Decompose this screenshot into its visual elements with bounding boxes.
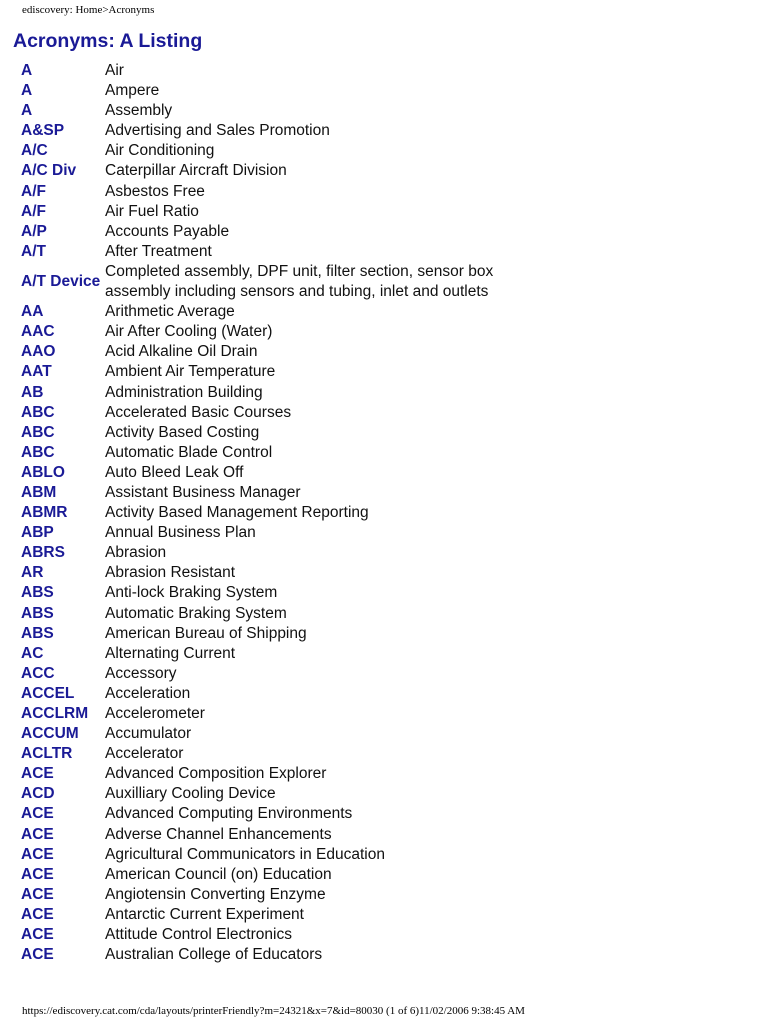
acronym-abbreviation: AR <box>21 564 44 582</box>
acronym-row <box>20 583 525 603</box>
acronym-definition: Alternating Current <box>105 644 236 662</box>
acronym-abbreviation: ACE <box>21 946 54 964</box>
footer-url: https://ediscovery.cat.com/cda/layouts/printerFriendly?m=24321&x=7&id=80030 (1 of 6)11/02/2006 9:38:45 AM <box>22 1005 525 1017</box>
acronym-row <box>20 825 525 845</box>
acronym-abbreviation: A <box>21 62 33 79</box>
acronym-definition: Annual Business Plan <box>105 524 256 542</box>
breadcrumb: ediscovery: Home>Acronyms <box>22 4 155 16</box>
acronym-definition: Accelerator <box>105 745 184 763</box>
acronym-definition: Activity Based Costing <box>105 423 260 441</box>
acronym-abbreviation: ABLO <box>21 463 65 481</box>
acronym-row <box>20 724 525 744</box>
acronym-abbreviation: A/T <box>21 242 46 260</box>
acronym-definition: Acceleration <box>105 684 191 702</box>
acronym-row <box>20 624 525 644</box>
acronym-row <box>20 383 525 403</box>
acronym-abbreviation: ACE <box>21 865 54 883</box>
acronym-row <box>20 202 525 222</box>
acronym-definition: Acid Alkaline Oil Drain <box>105 343 258 361</box>
acronym-definition: Agricultural Communicators in Education <box>105 845 385 863</box>
acronym-row <box>20 362 525 382</box>
acronym-abbreviation: ACE <box>21 926 54 944</box>
acronym-row <box>20 503 525 523</box>
acronym-definition: Ambient Air Temperature <box>105 363 276 381</box>
acronym-definition: Adverse Channel Enhancements <box>105 825 332 843</box>
acronym-row <box>20 101 525 121</box>
acronym-definition: Australian College of Educators <box>105 946 323 964</box>
acronym-list <box>20 61 525 965</box>
acronym-table <box>20 61 525 965</box>
acronym-definition: Anti-lock Braking System <box>105 584 278 602</box>
acronym-definition: Abrasion <box>105 544 167 562</box>
acronym-row <box>20 684 525 704</box>
acronym-abbreviation: ACE <box>21 905 54 923</box>
acronym-row <box>20 523 525 543</box>
acronym-definition: Arithmetic Average <box>105 303 235 321</box>
acronym-definition: Accessory <box>105 664 177 682</box>
acronym-row <box>20 322 525 342</box>
acronym-row <box>20 845 525 865</box>
acronym-definition: Asbestos Free <box>105 182 205 200</box>
acronym-abbreviation: ABRS <box>21 544 65 562</box>
acronym-row <box>20 563 525 583</box>
acronym-definition: Attitude Control Electronics <box>105 926 292 944</box>
acronym-row <box>20 804 525 824</box>
acronym-abbreviation: ABP <box>21 524 54 542</box>
acronym-row <box>20 604 525 624</box>
acronym-row <box>20 61 525 81</box>
acronym-row <box>20 443 525 463</box>
acronym-row <box>20 403 525 423</box>
acronym-abbreviation: ACLTR <box>21 745 73 763</box>
acronym-row <box>20 81 525 101</box>
acronym-definition: Completed assembly, DPF unit, filter section, sensor box assembly including sensors and tubing, inlet and outlets <box>105 262 494 301</box>
acronym-row <box>20 764 525 784</box>
acronym-definition: Air Fuel Ratio <box>105 202 199 220</box>
acronym-abbreviation: ACE <box>21 765 54 783</box>
acronym-row <box>20 704 525 724</box>
acronym-definition: Air <box>105 62 124 79</box>
acronym-definition: Accelerated Basic Courses <box>105 403 292 421</box>
acronym-definition: Automatic Braking System <box>105 604 287 622</box>
acronym-abbreviation: ACE <box>21 885 54 903</box>
acronym-row <box>20 242 525 262</box>
acronym-abbreviation: ACCEL <box>21 684 75 702</box>
acronym-definition: Air After Cooling (Water) <box>105 323 273 341</box>
acronym-definition: Auxilliary Cooling Device <box>105 785 276 803</box>
acronym-abbreviation: ABS <box>21 584 54 602</box>
acronym-abbreviation: ABMR <box>21 504 68 522</box>
acronym-abbreviation: ACC <box>21 664 55 682</box>
acronym-abbreviation: A/T Device <box>21 272 101 290</box>
acronym-definition: Ampere <box>105 82 160 100</box>
acronym-abbreviation: ABS <box>21 624 54 642</box>
acronym-row <box>20 121 525 141</box>
acronym-abbreviation: ACCUM <box>21 725 79 743</box>
acronym-abbreviation: AAT <box>21 363 52 381</box>
acronym-abbreviation: ABC <box>21 443 55 461</box>
page-title: Acronyms: A Listing <box>13 30 203 52</box>
acronym-definition: After Treatment <box>105 242 212 260</box>
acronym-definition: Accounts Payable <box>105 222 230 240</box>
acronym-row <box>20 141 525 161</box>
acronym-abbreviation: AAC <box>21 323 55 341</box>
acronym-row <box>20 744 525 764</box>
acronym-abbreviation: ABM <box>21 483 57 501</box>
acronym-row <box>20 222 525 242</box>
acronym-abbreviation: ABC <box>21 403 55 421</box>
acronym-row <box>20 483 525 503</box>
acronym-abbreviation: A&SP <box>21 122 65 140</box>
acronym-definition: American Council (on) Education <box>105 865 332 883</box>
acronym-abbreviation: ABS <box>21 604 54 622</box>
acronym-definition: Antarctic Current Experiment <box>105 905 304 923</box>
acronym-abbreviation: AC <box>21 644 44 662</box>
acronym-definition: Assembly <box>105 102 173 120</box>
acronym-abbreviation: AA <box>21 303 44 321</box>
acronym-abbreviation: AB <box>21 383 44 401</box>
acronym-abbreviation: ACD <box>21 785 55 803</box>
acronym-row <box>20 302 525 322</box>
acronym-definition: Automatic Blade Control <box>105 443 273 461</box>
acronym-row <box>20 925 525 945</box>
acronym-definition: Advanced Computing Environments <box>105 805 353 823</box>
acronym-row <box>20 644 525 664</box>
acronym-row <box>20 905 525 925</box>
acronym-row <box>20 784 525 804</box>
acronym-abbreviation: ACE <box>21 805 54 823</box>
acronym-abbreviation: ACCLRM <box>21 705 89 722</box>
acronym-abbreviation: A <box>21 102 33 120</box>
acronym-abbreviation: A/P <box>21 222 47 240</box>
acronym-definition: American Bureau of Shipping <box>105 624 307 642</box>
acronym-row <box>20 543 525 563</box>
acronym-row <box>20 182 525 202</box>
acronym-abbreviation: AAO <box>21 343 56 361</box>
acronym-abbreviation: ACE <box>21 845 54 863</box>
acronym-abbreviation: A <box>21 82 33 100</box>
acronym-definition: Accelerometer <box>105 705 205 722</box>
acronym-abbreviation: ACE <box>21 825 54 843</box>
acronym-row <box>20 262 525 302</box>
acronym-row <box>20 885 525 905</box>
acronym-definition: Assistant Business Manager <box>105 483 301 501</box>
acronym-row <box>20 161 525 181</box>
acronym-row <box>20 664 525 684</box>
acronym-abbreviation: A/C <box>21 142 48 160</box>
acronym-definition: Caterpillar Aircraft Division <box>105 162 287 180</box>
acronym-row <box>20 945 525 965</box>
acronym-definition: Activity Based Management Reporting <box>105 504 369 522</box>
acronym-abbreviation: A/C Div <box>21 162 77 180</box>
acronym-definition: Angiotensin Converting Enzyme <box>105 885 326 903</box>
acronym-abbreviation: A/F <box>21 202 46 220</box>
acronym-row <box>20 865 525 885</box>
acronym-row <box>20 463 525 483</box>
acronym-row <box>20 342 525 362</box>
acronym-row <box>20 423 525 443</box>
acronym-definition: Administration Building <box>105 383 263 401</box>
acronym-definition: Abrasion Resistant <box>105 564 236 582</box>
acronym-definition: Accumulator <box>105 725 192 743</box>
acronym-abbreviation: A/F <box>21 182 46 200</box>
acronym-definition: Air Conditioning <box>105 142 215 160</box>
acronym-definition: Auto Bleed Leak Off <box>105 463 244 481</box>
acronym-definition: Advertising and Sales Promotion <box>105 122 330 140</box>
acronym-definition: Advanced Composition Explorer <box>105 765 327 783</box>
acronym-abbreviation: ABC <box>21 423 55 441</box>
